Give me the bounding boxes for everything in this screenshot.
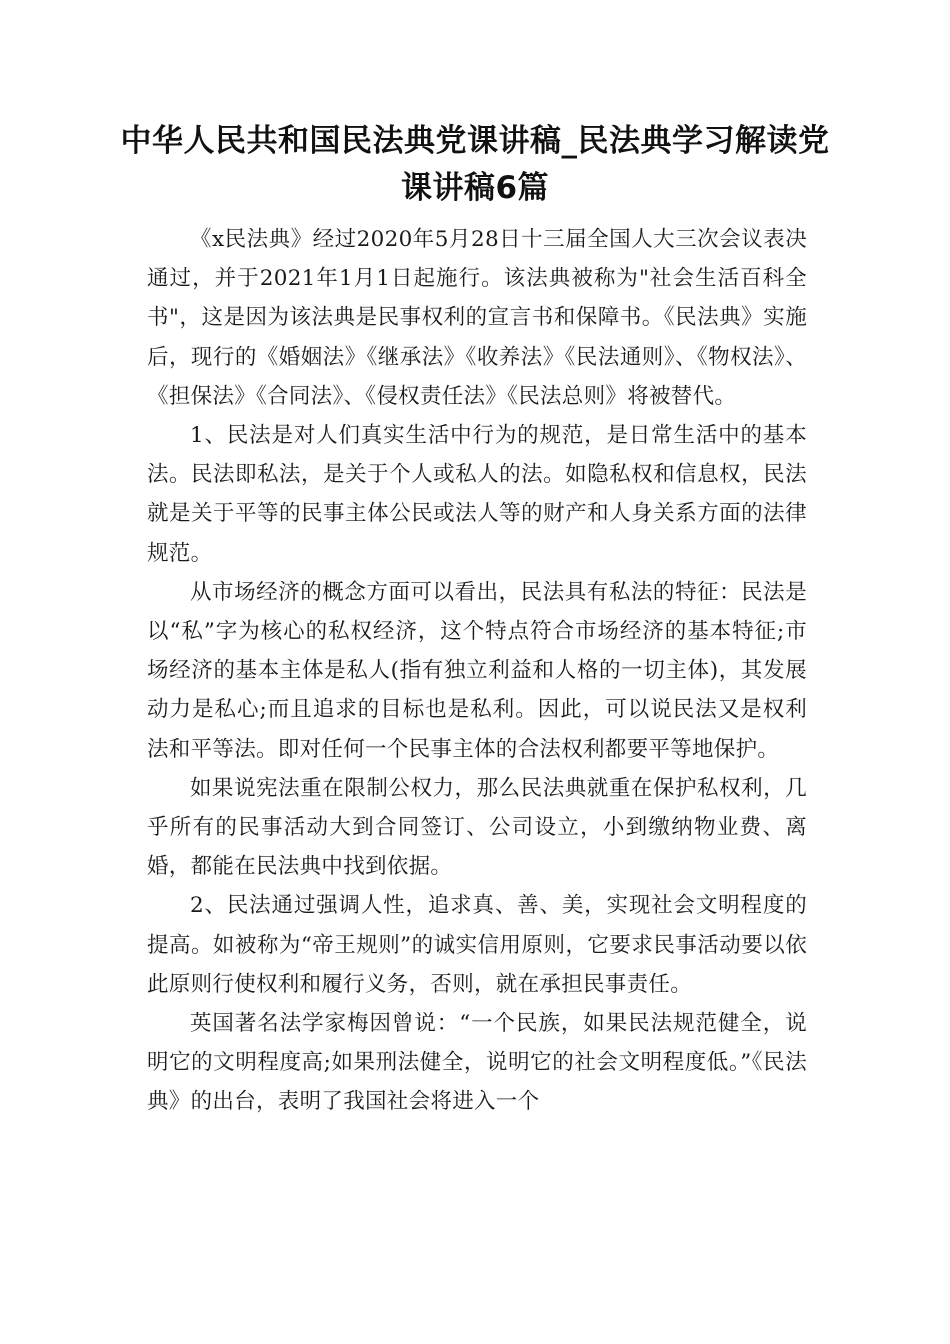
paragraph: 1、民法是对人们真实生活中行为的规范，是日常生活中的基本法。民法即私法，是关于个人或私人的法。如隐私权和信息权，民法就是关于平等的民事主体公民或法人等的财产和人身关系方面的法律规范。 (147, 423, 807, 566)
document-body (147, 220, 807, 1122)
paragraph: 2、民法通过强调人性，追求真、善、美，实现社会文明程度的提高。如被称为“帝王规则”的诚实信用原则，它要求民事活动要以依此原则行使权利和履行义务，否则，就在承担民事责任。 (147, 893, 807, 997)
paragraph: 《x民法典》经过2020年5月28日十三届全国人大三次会议表决通过，并于2021年1月1日起施行。该法典被称为"社会生活百科全书"，这是因为该法典是民事权利的宣言书和保障书。《民法典》实施后，现行的《婚姻法》《继承法》《收养法》《民法通则》、《物权法》、《担保法》《合同法》、《侵权责任法》《民法总则》将被替代。 (147, 227, 807, 409)
document-title: 中华人民共和国民法典党课讲稿_民法典学习解读党课讲稿6篇 (120, 123, 830, 206)
paragraph: 如果说宪法重在限制公权力，那么民法典就重在保护私权利，几乎所有的民事活动大到合同签订、公司设立，小到缴纳物业费、离婚，都能在民法典中找到依据。 (147, 775, 807, 880)
paragraph: 从市场经济的概念方面可以看出，民法具有私法的特征：民法是以“私”字为核心的私权经济，这个特点符合市场经济的基本特征;市场经济的基本主体是私人(指有独立利益和人格的一切主体)，其发展动力是私心;而且追求的目标也是私利。因此，可以说民法又是权利法和平等法。即对任何一个民事主体的合法权利都要平等地保护。 (147, 579, 807, 762)
paragraph: 英国著名法学家梅因曾说：“一个民族，如果民法规范健全，说明它的文明程度高;如果刑法健全，说明它的社会文明程度低。”《民法典》的出台，表明了我国社会将进入一个 (147, 1011, 807, 1115)
